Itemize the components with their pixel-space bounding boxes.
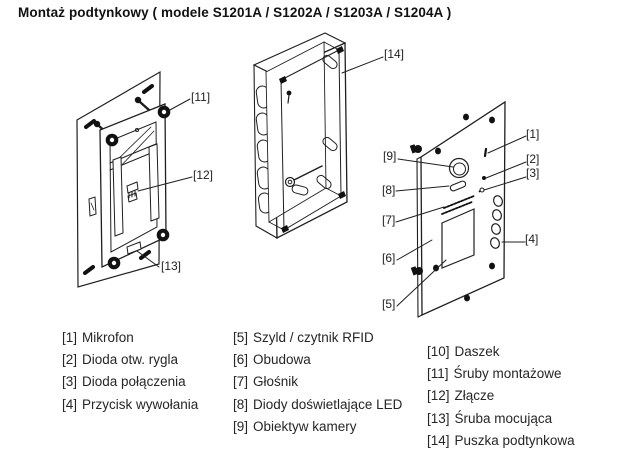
box-leader <box>342 57 383 73</box>
legend-item-7: [7] Głośnik <box>233 374 299 390</box>
legend-item-9: [9] Obiektyw kamery <box>233 418 357 434</box>
front-panel-drawing <box>396 102 526 317</box>
camera-lens <box>450 159 469 178</box>
legend-column-3 <box>427 340 575 451</box>
callout-2: [2] <box>526 152 540 166</box>
flush-box-drawing <box>254 33 383 238</box>
legend-item-13: [13] Śruba mocująca <box>427 410 553 426</box>
mounting-frame-drawing <box>77 72 192 287</box>
legend-column-1 <box>62 326 198 415</box>
legend-item-14: [14] Puszka podtynkowa <box>427 432 575 448</box>
legend-item-10: [10] Daszek <box>427 343 500 359</box>
microphone-hole <box>485 149 486 156</box>
legend-item-12: [12] Złącze <box>427 388 495 404</box>
callout-13: [13] <box>161 259 182 273</box>
legend-item-4: [4] Przycisk wywołania <box>62 396 199 412</box>
callout-4: [4] <box>525 232 539 246</box>
callout-5: [5] <box>382 297 396 311</box>
callout-8: [8] <box>382 183 396 197</box>
callout-3: [3] <box>526 166 540 180</box>
legend-item-11: [11] Śruby montażowe <box>427 365 562 381</box>
legend-item-3: [3] Dioda połączenia <box>62 374 186 390</box>
legend-item-5: [5] Szyld / czytnik RFID <box>233 329 374 345</box>
callout-7: [7] <box>382 213 396 227</box>
callout-1: [1] <box>526 127 540 141</box>
lock-led <box>482 176 486 180</box>
page-title: Montaż podtynkowy ( modele S1201A / S1202A / S1203A / S1204A ) <box>18 5 452 20</box>
callout-12: [12] <box>193 168 214 182</box>
callout-9: [9] <box>383 149 397 163</box>
legend-item-2: [2] Dioda otw. rygla <box>62 351 179 367</box>
callout-14: [14] <box>384 47 405 61</box>
legend-item-1: [1] Mikrofon <box>62 329 134 345</box>
legend-column-2 <box>233 326 402 437</box>
legend-item-6: [6] Obudowa <box>233 351 311 367</box>
callout-11: [11] <box>191 90 211 104</box>
panel-body <box>421 102 505 315</box>
legend-item-8: [8] Diody doświetlające LED <box>233 396 403 412</box>
callout-6: [6] <box>382 251 396 265</box>
